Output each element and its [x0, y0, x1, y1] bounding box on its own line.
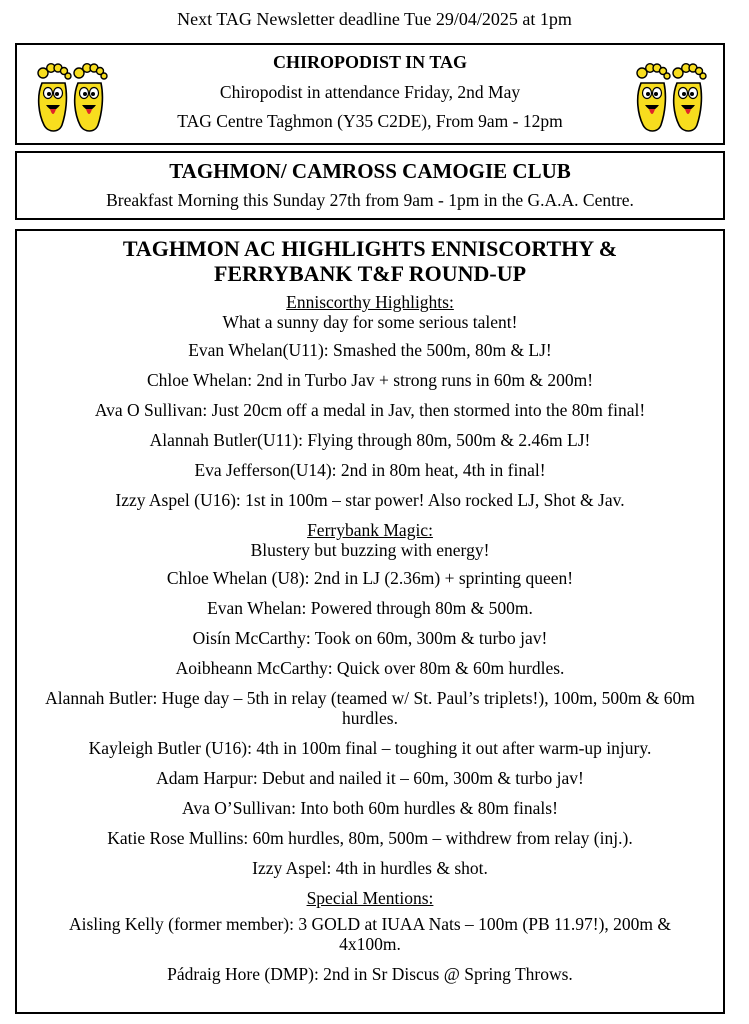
- chiropodist-location: TAG Centre Taghmon (Y35 C2DE), From 9am - 12pm: [177, 111, 563, 131]
- list-item: Aisling Kelly (former member): 3 GOLD at IUAA Nats – 100m (PB 11.97!), 200m & 4x100m.: [68, 914, 672, 954]
- athletics-title: [17, 236, 723, 286]
- chiropodist-title: CHIROPODIST IN TAG: [272, 52, 468, 72]
- list-item: Chloe Whelan: 2nd in Turbo Jav + strong runs in 60m & 200m!: [146, 370, 594, 390]
- athletics-highlights: [15, 229, 725, 1014]
- enniscorthy-heading: Enniscorthy Highlights:: [286, 292, 454, 312]
- list-item: Evan Whelan: Powered through 80m & 500m.: [207, 598, 533, 618]
- list-item: Kayleigh Butler (U16): 4th in 100m final – toughing it out after warm-up injury.: [88, 738, 652, 758]
- list-item: Izzy Aspel: 4th in hurdles & shot.: [252, 858, 488, 878]
- camogie-details: Breakfast Morning this Sunday 27th from 9am - 1pm in the G.A.A. Centre.: [106, 190, 634, 210]
- cartoon-feet-icon: [633, 57, 707, 135]
- chiropodist-date: Chiropodist in attendance Friday, 2nd May: [219, 82, 521, 102]
- athletics-body: [17, 292, 723, 984]
- chiropodist-notice: [15, 43, 725, 145]
- list-item: Adam Harpur: Debut and nailed it – 60m, 300m & turbo jav!: [156, 768, 584, 788]
- cartoon-feet-icon: [34, 57, 108, 135]
- list-item: Eva Jefferson(U14): 2nd in 80m heat, 4th in final!: [194, 460, 546, 480]
- special-mentions-heading: Special Mentions:: [306, 888, 434, 908]
- list-item: Chloe Whelan (U8): 2nd in LJ (2.36m) + sprinting queen!: [166, 568, 574, 588]
- newsletter-deadline: Next TAG Newsletter deadline Tue 29/04/2025 at 1pm: [177, 9, 572, 29]
- camogie-notice: [15, 151, 725, 220]
- list-item: Izzy Aspel (U16): 1st in 100m – star power! Also rocked LJ, Shot & Jav.: [115, 490, 625, 510]
- ferrybank-heading: Ferrybank Magic:: [307, 520, 433, 540]
- list-item: Alannah Butler(U11): Flying through 80m, 500m & 2.46m LJ!: [149, 430, 591, 450]
- athletics-title-line-2: FERRYBANK T&F ROUND-UP: [213, 261, 527, 286]
- list-item: Oisín McCarthy: Took on 60m, 300m & turbo jav!: [192, 628, 548, 648]
- list-item: Katie Rose Mullins: 60m hurdles, 80m, 500m – withdrew from relay (inj.).: [107, 828, 633, 848]
- ferrybank-intro: Blustery but buzzing with energy!: [250, 540, 490, 560]
- list-item: Aoibheann McCarthy: Quick over 80m & 60m hurdles.: [175, 658, 565, 678]
- list-item: Evan Whelan(U11): Smashed the 500m, 80m & LJ!: [188, 340, 552, 360]
- enniscorthy-intro: What a sunny day for some serious talent!: [222, 312, 518, 332]
- list-item: Ava O Sullivan: Just 20cm off a medal in Jav, then stormed into the 80m final!: [94, 400, 646, 420]
- list-item: Alannah Butler: Huge day – 5th in relay (teamed w/ St. Paul’s triplets!), 100m, 500m & 60m hurdles.: [45, 688, 695, 728]
- camogie-title: TAGHMON/ CAMROSS CAMOGIE CLUB: [169, 159, 571, 183]
- list-item: Ava O’Sullivan: Into both 60m hurdles & 80m finals!: [182, 798, 558, 818]
- list-item: Pádraig Hore (DMP): 2nd in Sr Discus @ Spring Throws.: [167, 964, 573, 984]
- athletics-title-line-1: TAGHMON AC HIGHLIGHTS ENNISCORTHY &: [122, 236, 618, 261]
